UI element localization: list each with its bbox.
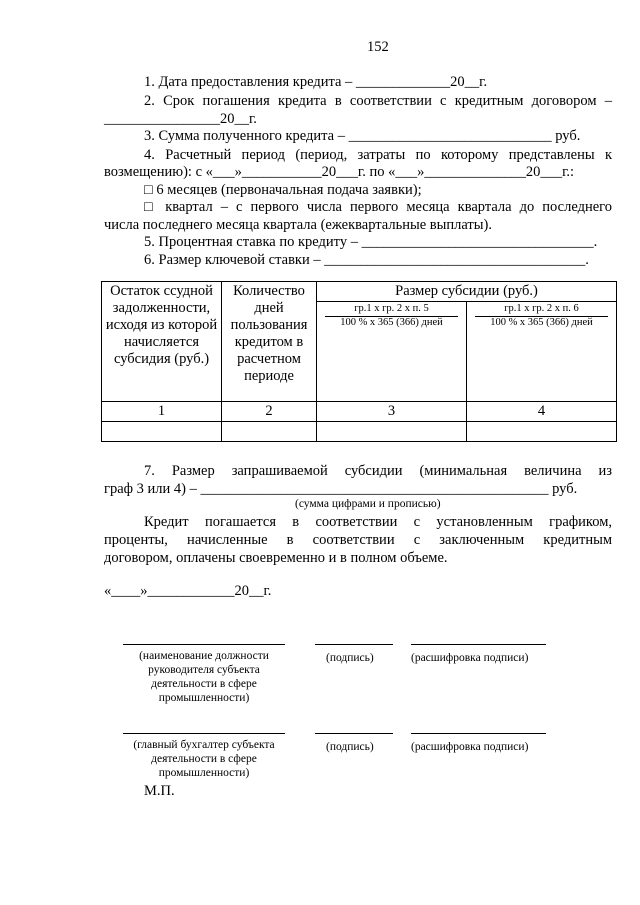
item-5: 5. Процентная ставка по кредиту – ________________________________.: [144, 234, 598, 250]
sig2-sign-caption: (подпись): [326, 741, 374, 753]
item-4-line1: 4. Расчетный период (период, затраты по которому представлены к: [144, 147, 612, 163]
formula2-denominator: 100 % х 365 (366) дней: [490, 317, 593, 329]
item-2-line2: ________________20__г.: [104, 111, 257, 127]
sig2-decode-caption: (расшифровка подписи): [411, 741, 529, 753]
credit-line3: договором, оплачены своевременно и в полном объеме.: [104, 550, 448, 566]
item-7-hint: (сумма цифрами и прописью): [295, 498, 441, 510]
col-number-2: 2: [222, 402, 317, 422]
option-quarter-line1: □ квартал – с первого числа первого месяца квартала до последнего: [144, 199, 612, 215]
subsidy-table: [101, 281, 617, 442]
date-line: «____»____________20__г.: [104, 583, 272, 599]
formula1-denominator: 100 % х 365 (366) дней: [340, 317, 443, 329]
item-2-line1: 2. Срок погашения кредита в соответствии с кредитным договором –: [144, 93, 612, 109]
data-cell-3: [317, 422, 467, 442]
option-six-months: □ 6 месяцев (первоначальная подача заявки);: [144, 182, 422, 198]
data-cell-2: [222, 422, 317, 442]
formula1-numerator: гр.1 х гр. 2 х п. 5: [325, 303, 458, 317]
col-number-3: 3: [317, 402, 467, 422]
sig1-decode-caption: (расшифровка подписи): [411, 652, 529, 664]
sig2-position-line: [123, 733, 285, 734]
col-number-1: 1: [102, 402, 222, 422]
formula2-numerator: гр.1 х гр. 2 х п. 6: [475, 303, 608, 317]
sig1-position-line: [123, 644, 285, 645]
data-cell-1: [102, 422, 222, 442]
credit-line2: проценты, начисленные в соответствии с заключенным кредитным: [104, 532, 612, 548]
sig1-sign-line: [315, 644, 393, 645]
sig1-position-caption: (наименование должности руководителя субъекта деятельности в сфере промышленности): [139, 650, 269, 704]
credit-line1: Кредит погашается в соответствии с установленным графиком,: [144, 514, 612, 530]
sig1-sign-caption: (подпись): [326, 652, 374, 664]
item-6: 6. Размер ключевой ставки – ____________________________________.: [144, 252, 589, 268]
col1-header: Остаток ссудной задолженности, исходя из которой начисляется субсидия (руб.): [102, 282, 222, 402]
col-number-4: 4: [467, 402, 617, 422]
item-7-line1: 7. Размер запрашиваемой субсидии (минимальная величина из: [144, 463, 612, 479]
page-number: 152: [367, 39, 389, 55]
item-4-line2: возмещению): с «___»___________20___г. по «___»______________20___г.:: [104, 164, 575, 180]
sig1-decode-line: [411, 644, 546, 645]
formula-col4: [467, 302, 617, 402]
item-1: 1. Дата предоставления кредита – _____________20__г.: [144, 74, 488, 90]
sig2-position-caption: (главный бухгалтер субъекта деятельности в сфере промышленности): [133, 739, 275, 779]
data-cell-4: [467, 422, 617, 442]
sig2-decode-line: [411, 733, 546, 734]
sig2-sign-line: [315, 733, 393, 734]
option-quarter-line2: числа последнего месяца квартала (ежеквартальные выплаты).: [104, 217, 492, 233]
subsidy-header: Размер субсидии (руб.): [317, 282, 617, 302]
item-3: 3. Сумма полученного кредита – ____________________________ руб.: [144, 128, 581, 144]
col2-header: Количество дней пользования кредитом в расчетном периоде: [222, 282, 317, 402]
item-7-line2: граф 3 или 4) – ________________________________________________ руб.: [104, 481, 578, 497]
stamp-label: М.П.: [144, 783, 175, 799]
formula-col3: [317, 302, 467, 402]
